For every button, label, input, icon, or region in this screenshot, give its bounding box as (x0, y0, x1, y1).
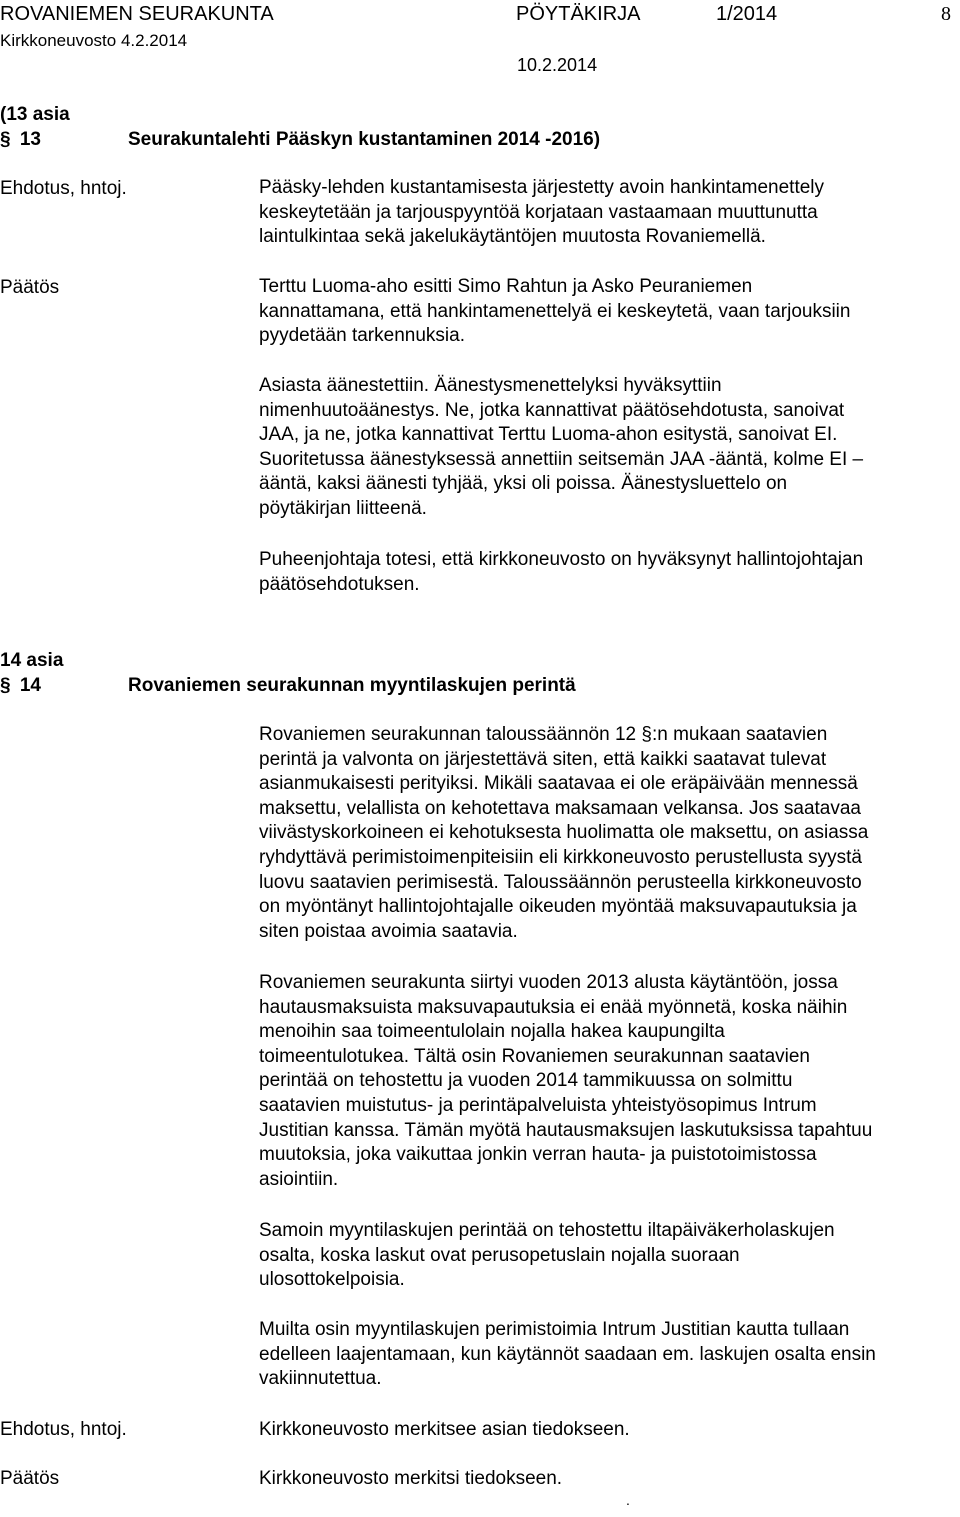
text-line: siten poistaa avoimia saatavia. (259, 920, 518, 942)
footer-mark: . (626, 1492, 630, 1508)
item13-number: 13 (19, 129, 41, 150)
text-line: viivästyskorkoineen ei kehotuksesta huolimatta ole maksettu, on asiassa (259, 822, 869, 844)
item13-proposal-text (259, 176, 959, 250)
text-line: JAA, ja ne, jotka kannattivat Terttu Luoma-ahon esitystä, sanoivat EI. (259, 424, 838, 446)
item13-decision-paragraph-2 (259, 374, 959, 522)
page-number: 8 (941, 3, 951, 25)
text-line: toimeentulotukea. Tältä osin Rovaniemen seurakunnan saatavien (259, 1045, 810, 1067)
text-line: nimenhuutoäänestys. Ne, jotka kannattivat päätösehdotusta, sanoivat (259, 399, 845, 421)
text-line: muutoksia, joka vaikuttaa jonkin verran hauta- ja puistotoimistossa (259, 1144, 817, 1166)
text-line: edelleen laajentamaan, kun käytännöt saadaan em. laskujen osalta ensin (259, 1343, 876, 1365)
text-line: Terttu Luoma-aho esitti Simo Rahtun ja Asko Peuraniemen (259, 276, 753, 297)
text-line: Asiasta äänestettiin. Äänestysmenettelyksi hyväksyttiin (259, 375, 722, 396)
text-line: osalta, koska laskut ovat perusopetuslain nojalla suoraan (259, 1244, 740, 1266)
text-line: Puheenjohtaja totesi, että kirkkoneuvosto on hyväksynyt hallintojohtajan (259, 549, 864, 570)
document-type: PÖYTÄKIRJA (516, 3, 641, 25)
document-number: 1/2014 (716, 3, 778, 25)
item13-decision-paragraph-1 (259, 275, 959, 349)
text-line: päätösehdotuksen. (259, 573, 420, 595)
item14-proposal-text: Kirkkoneuvosto merkitsee asian tiedokseen. (259, 1419, 630, 1440)
text-line: Pääsky-lehden kustantamisesta järjestetty avoin hankintamenettely (259, 177, 825, 198)
meeting-label: Kirkkoneuvosto 4.2.2014 (0, 31, 188, 50)
item13-asia-label: (13 asia (0, 104, 70, 125)
item14-title: Rovaniemen seurakunnan myyntilaskujen perintä (128, 675, 576, 696)
text-line: vakiinnutettua. (259, 1368, 382, 1390)
text-line: maksettu, velallista on kehotettava maksamaan velkansa. Jos saatavaa (259, 797, 861, 819)
text-line: laintulkintaa sekä jakelukäytäntöjen muutosta Rovaniemellä. (259, 226, 766, 248)
item14-number: 14 (19, 675, 41, 696)
text-line: kannattamana, että hankintamenettelyä ei keskeytetä, vaan tarjouksiin (259, 300, 851, 322)
item14-paragraph-2 (259, 971, 959, 1192)
section-sign: § (0, 675, 11, 696)
text-line: asianmukaisesti perityiksi. Mikäli saatavaa ei ole eräpäivään mennessä (259, 773, 858, 795)
item14-paragraph-1 (259, 723, 959, 944)
text-line: ulosottokelpoisia. (259, 1269, 405, 1291)
section-sign: § (0, 129, 11, 150)
protocol-date: 10.2.2014 (517, 55, 598, 75)
text-line: perintää on tehostettu ja vuoden 2014 tammikuussa on solmittu (259, 1070, 793, 1092)
item14-paragraph-3 (259, 1219, 959, 1293)
item14-decision-text: Kirkkoneuvosto merkitsi tiedokseen. (259, 1468, 563, 1489)
item13-decision-paragraph-3 (259, 548, 959, 597)
item13-decision-label: Päätös (0, 277, 60, 298)
text-line: perintä ja valvonta on järjestettävä siten, että kaikki saatavat tulevat (259, 748, 827, 770)
text-line: ryhdyttävä perimistoimenpiteisiin eli kirkkoneuvosto perustellusta syystä (259, 846, 862, 868)
item13-title: Seurakuntalehti Pääskyn kustantaminen 2014 -2016) (128, 129, 601, 150)
text-line: Rovaniemen seurakunta siirtyi vuoden 2013 alusta käytäntöön, jossa (259, 972, 838, 993)
item14-asia-label: 14 asia (0, 650, 64, 671)
item14-decision-label: Päätös (0, 1468, 60, 1489)
item14-proposal-label: Ehdotus, hntoj. (0, 1419, 127, 1440)
text-line: on myöntänyt hallintojohtajalle oikeuden myöntää maksuvapautuksia ja (259, 896, 857, 918)
text-line: hautausmaksuista maksuvapautuksia ei enää myönnetä, koska näihin (259, 996, 848, 1018)
text-line: Samoin myyntilaskujen perintää on tehostettu iltapäiväkerholaskujen (259, 1220, 835, 1241)
text-line: Muilta osin myyntilaskujen perimistoimia Intrum Justitian kautta tullaan (259, 1319, 850, 1340)
text-line: Suoritetussa äänestyksessä annettiin seitsemän JAA -ääntä, kolme EI – (259, 448, 864, 470)
text-line: pyydetään tarkennuksia. (259, 325, 465, 347)
org-name: ROVANIEMEN SEURAKUNTA (0, 3, 274, 25)
text-line: keskeytetään ja tarjouspyyntöä korjataan vastaamaan muuttunutta (259, 201, 818, 223)
text-line: luovu saatavien perimisestä. Taloussäännön perusteella kirkkoneuvosto (259, 871, 862, 893)
item13-heading (0, 129, 601, 151)
text-line: ääntä, kaksi äänesti tyhjää, yksi oli poissa. Äänestysluettelo on (259, 473, 788, 495)
text-line: Rovaniemen seurakunnan taloussäännön 12 §:n mukaan saatavien (259, 724, 828, 745)
text-line: asiointiin. (259, 1168, 339, 1190)
item13-proposal-label: Ehdotus, hntoj. (0, 178, 127, 199)
text-line: menoihin saa toimeentulolain nojalla hakea kaupungilta (259, 1021, 725, 1043)
item14-heading (0, 675, 576, 697)
text-line: saatavien muistutus- ja perintäpalveluista yhteistyösopimus Intrum (259, 1094, 817, 1116)
text-line: pöytäkirjan liitteenä. (259, 497, 427, 519)
item14-paragraph-4 (259, 1318, 959, 1392)
text-line: Justitian kanssa. Tämän myötä hautausmaksujen laskutuksissa tapahtuu (259, 1119, 873, 1141)
